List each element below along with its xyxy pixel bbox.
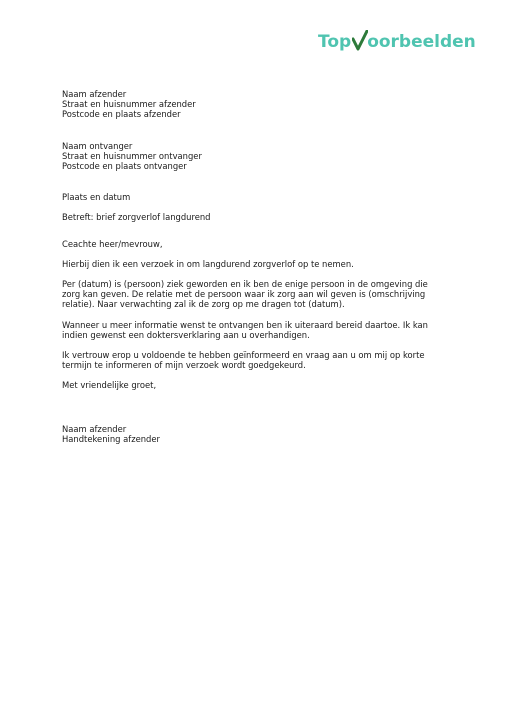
brand-logo [318, 30, 476, 52]
paragraph-1: Hierbij dien ik een verzoek in om langdurend zorgverlof op te nemen. [62, 258, 354, 269]
recipient-name: Naam ontvanger [62, 140, 133, 151]
signature-name: Naam afzender [62, 423, 127, 434]
paragraph-3: Wanneer u meer informatie wenst te ontvangen ben ik uiteraard bereid daartoe. Ik kan indien gewenst een doktersverklaring aan u overhandigen. [62, 319, 428, 340]
recipient-postal: Postcode en plaats ontvanger [62, 161, 187, 172]
paragraph-2: Per (datum) is (persoon) ziek geworden en ik ben de enige persoon in de omgeving die zorg kan geven. De relatie met de persoon waar ik zorg aan wil geven is (omschrijving relatie). Naar verwachting zal ik de zorg op me dragen tot (datum). [62, 279, 428, 310]
logo-text-voorbeelden: oorbeelden [367, 32, 476, 52]
subject-line: Betreft: brief zorgverlof langdurend [62, 212, 211, 223]
sender-street: Straat en huisnummer afzender [62, 99, 196, 110]
sender-address [62, 89, 442, 120]
checkmark-icon [352, 30, 368, 52]
salutation: Ceachte heer/mevrouw, [62, 238, 163, 249]
signature-block [62, 424, 442, 444]
signature-sign: Handtekening afzender [62, 433, 160, 444]
sender-name: Naam afzender [62, 89, 127, 99]
recipient-street: Straat en huisnummer ontvanger [62, 150, 202, 161]
letter-body [62, 89, 442, 444]
paragraph-4: Ik vertrouw erop u voldoende te hebben geïnformeerd en vraag aan u om mij op korte termijn te informeren of mijn verzoek wordt goedgekeurd. [62, 350, 425, 371]
place-date: Plaats en datum [62, 192, 131, 203]
closing: Met vriendelijke groet, [62, 380, 157, 391]
sender-postal: Postcode en plaats afzender [62, 109, 181, 120]
recipient-address [62, 141, 442, 172]
logo-text-top: Top [318, 32, 352, 52]
